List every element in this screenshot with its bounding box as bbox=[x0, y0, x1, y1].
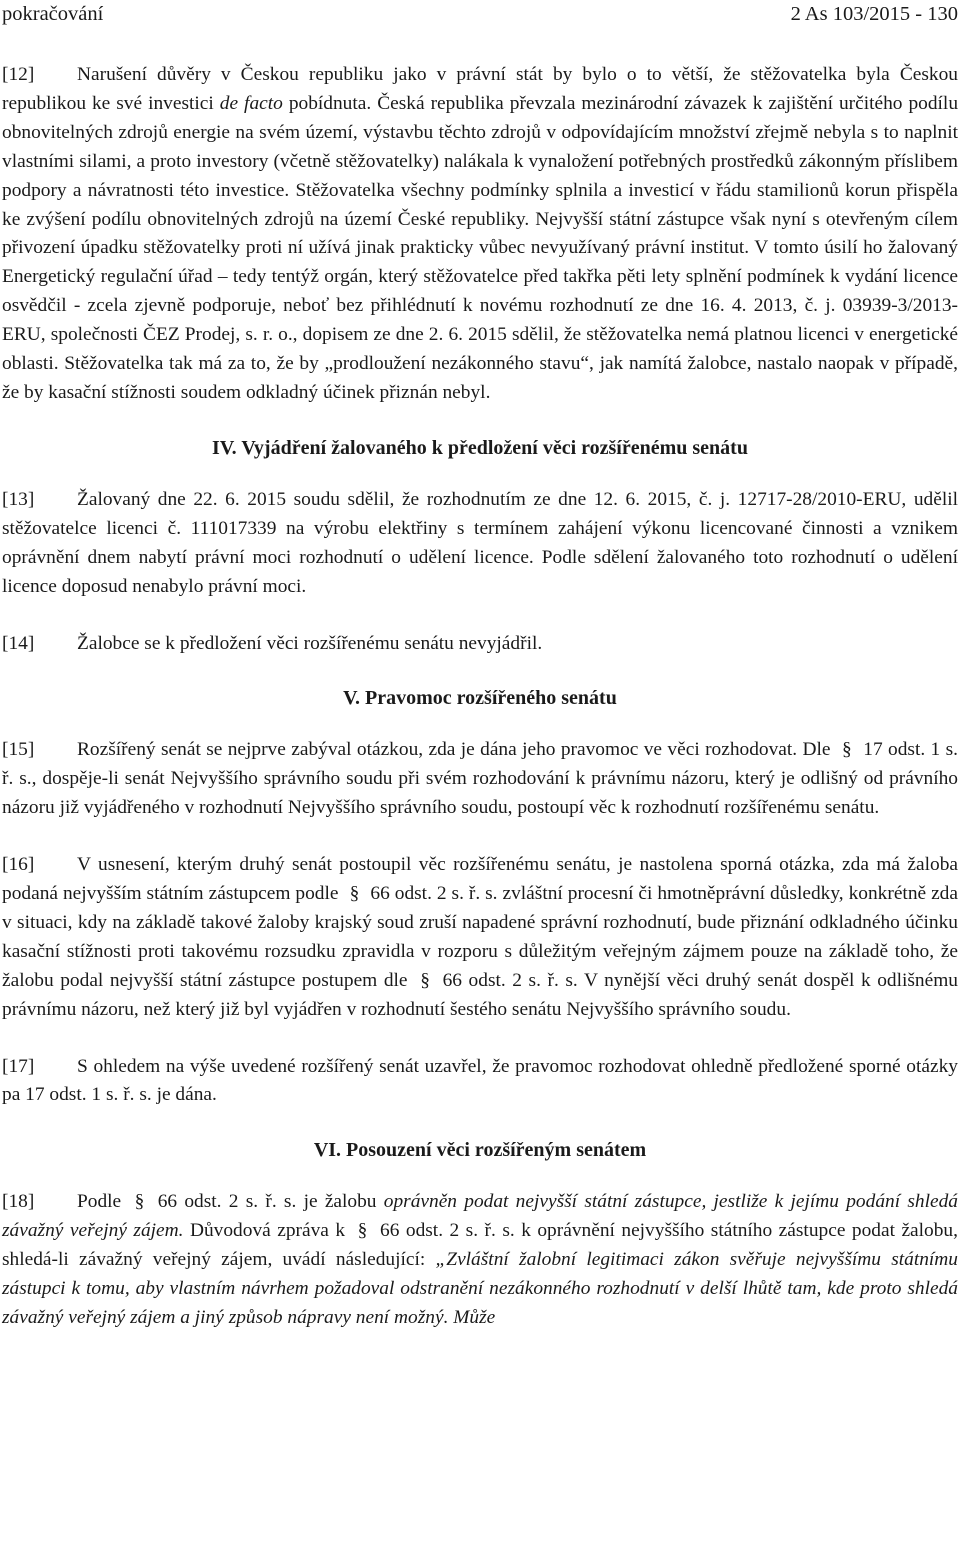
section-sign: § bbox=[420, 969, 430, 991]
paragraph-text: V usnesení, kterým druhý senát postoupil věc rozšířenému senátu, je nastolena sporná otázka, zda má žaloba podaná nejvyšším státním zástupcem podle bbox=[2, 854, 958, 905]
section-sign: § bbox=[134, 1191, 145, 1213]
paragraph-number: [18] bbox=[2, 1191, 35, 1213]
paragraph-italic: oprávněn podat nejvyšší státní zástupce, jestliže k jejímu podání shledá závažný veřejný zájem. bbox=[2, 1191, 958, 1242]
paragraph-italic: de facto bbox=[219, 92, 283, 114]
paragraph-15 bbox=[2, 736, 958, 823]
paragraph-14 bbox=[2, 630, 958, 659]
paragraph-number: [15] bbox=[2, 739, 35, 761]
header-continuation: pokračování bbox=[2, 3, 104, 25]
section-heading-v: V. Pravomoc rozšířeného senátu bbox=[343, 687, 617, 710]
paragraph-text: Žalobce se k předložení věci rozšířenému senátu nevyjádřil. bbox=[77, 632, 543, 654]
paragraph-number: [12] bbox=[2, 64, 35, 85]
section-heading-iv: IV. Vyjádření žalovaného k předložení věci rozšířenému senátu bbox=[212, 436, 748, 459]
paragraph-text: S ohledem na výše uvedené rozšířený senát uzavřel, že pravomoc rozhodovat ohledně předložené sporné otázky pa 17 odst. 1 s. ř. s. je dána. bbox=[2, 1055, 958, 1106]
paragraph-number: [16] bbox=[2, 854, 35, 876]
page-header bbox=[2, 0, 958, 28]
paragraph-16 bbox=[2, 851, 958, 1024]
section-heading-vi: VI. Posouzení věci rozšířeným senátem bbox=[313, 1139, 647, 1162]
paragraph-number: [13] bbox=[2, 488, 35, 510]
paragraph-text: Důvodová zpráva k bbox=[183, 1220, 352, 1242]
paragraph-13 bbox=[2, 486, 958, 602]
section-sign: § bbox=[349, 883, 360, 905]
paragraph-text: 17 odst. 1 s. ř. s., dospěje-li senát Nejvyššího správního soudu při svém rozhodování k právnímu názoru, který je odlišný od právního názoru již vyjádřeného v rozhodnutí Nejvyššího správního soudu, postoupí věc k rozhodnutí rozšířenému senátu. bbox=[2, 739, 959, 819]
paragraph-text: 66 odst. 2 s. ř. s. k oprávnění nejvyššího státního zástupce podat žalobu, shledá-li závažný veřejný zájem, uvádí následující: bbox=[2, 1220, 958, 1271]
paragraph-text: 66 odst. 2 s. ř. s. V nynější věci druhý senát dospěl k odlišnému právnímu názoru, než který již byl vyjádřen v rozhodnutí šestého senátu Nejvyššího správního soudu. bbox=[2, 969, 958, 1020]
header-case-number: 2 As 103/2015 - 130 bbox=[790, 3, 958, 25]
paragraph-text: 66 odst. 2 s. ř. s. zvláštní procesní či hmotněprávní důsledky, konkrétně zda v situaci, kdy na základě takové žaloby krajský soud zruší napadené správní rozhodnutí, bude přiznání odkladného účinku kasační stížnosti proti takovému rozsudku zpravidla v rozporu s důležitým veřejným zájmem pouze na základě toho, že žalobu podal nejvyšší státní zástupce postupem dle bbox=[2, 883, 958, 991]
paragraph-text: Žalovaný dne 22. 6. 2015 soudu sdělil, že rozhodnutím ze dne 12. 6. 2015, č. j. 12717-28/2010-ERU, udělil stěžovatelce licenci č. 111017339 na výrobu elektřiny s termínem zahájení výkonu licencované činnosti a vznikem oprávnění dnem nabytí právní moci rozhodnutí o udělení licence. Podle sdělení žalovaného toto rozhodnutí o udělení licence doposud nenabylo právní moci. bbox=[2, 488, 958, 597]
paragraph-text: Podle bbox=[77, 1191, 129, 1213]
paragraph-text: pobídnuta. Česká republika převzala mezinárodní závazek k zajištění určitého podílu obnovitelných zdrojů energie na svém území, výstavbu těchto zdrojů v odpovídajícím množství zřejmě nebyla s to naplnit vlastními silami, a proto investory (včetně stěžovatelky) nalákala k vynaložení potřebných prostředků zákonným příslibem podpory a návratnosti této investice. Stěžovatelka všechny podmínky splnila a investicí v řádu stamilionů korun přispěla ke zvýšení podílu obnovitelných zdrojů na území České republiky. Nejvyšší státní zástupce však nyní s otevřeným cílem přivození úpadku stěžovatelky proti ní užívá jinak prakticky vůbec nevyužívaný právní institut. V tomto úsilí ho žalovaný Energetický regulační úřad – tedy tentýž orgán, který stěžovatelce před takřka pěti lety splnění podmínek k vydání licence osvědčil - zcela zjevně podporuje, neboť bez přihlédnutí k novému rozhodnutí ze dne 16. 4. 2013, č. j. 03939-3/2013-ERU, společnosti ČEZ Prodej, s. r. o., dopisem ze dne 2. 6. 2015 sdělil, že stěžovatelka nemá platnou licenci v energetické oblasti. Stěžovatelka tak má za to, že by „prodloužení nezákonného stavu“, jak namítá žalobce, nastalo naopak v případě, že by kasační stížnosti soudem odkladný účinek přiznán nebyl. bbox=[2, 92, 959, 403]
paragraph-17 bbox=[2, 1053, 958, 1111]
paragraph-text: 66 odst. 2 s. ř. s. je žalobu bbox=[150, 1191, 384, 1213]
paragraph-number: [14] bbox=[2, 632, 35, 654]
paragraph-number: [17] bbox=[2, 1055, 35, 1077]
paragraph-18 bbox=[2, 1188, 958, 1333]
paragraph-text: Narušení důvěry v Českou republiku jako v právní stát by bylo o to větší, že stěžovatelka byla Českou republikou ke své investici bbox=[2, 64, 958, 114]
section-sign: § bbox=[357, 1220, 368, 1242]
section-sign: § bbox=[842, 739, 852, 761]
paragraph-italic: „Zvláštní žalobní legitimaci zákon svěřuje nejvyššímu státnímu zástupci k tomu, aby vlastním návrhem požadoval odstranění nezákonného rozhodnutí v delší lhůtě tam, kde proto shledá závažný veřejný zájem a jiný způsob nápravy není možný. Může bbox=[2, 1249, 958, 1328]
paragraph-text: Rozšířený senát se nejprve zabýval otázkou, zda je dána jeho pravomoc ve věci rozhodovat. Dle bbox=[77, 739, 836, 761]
paragraph-12 bbox=[2, 61, 958, 408]
